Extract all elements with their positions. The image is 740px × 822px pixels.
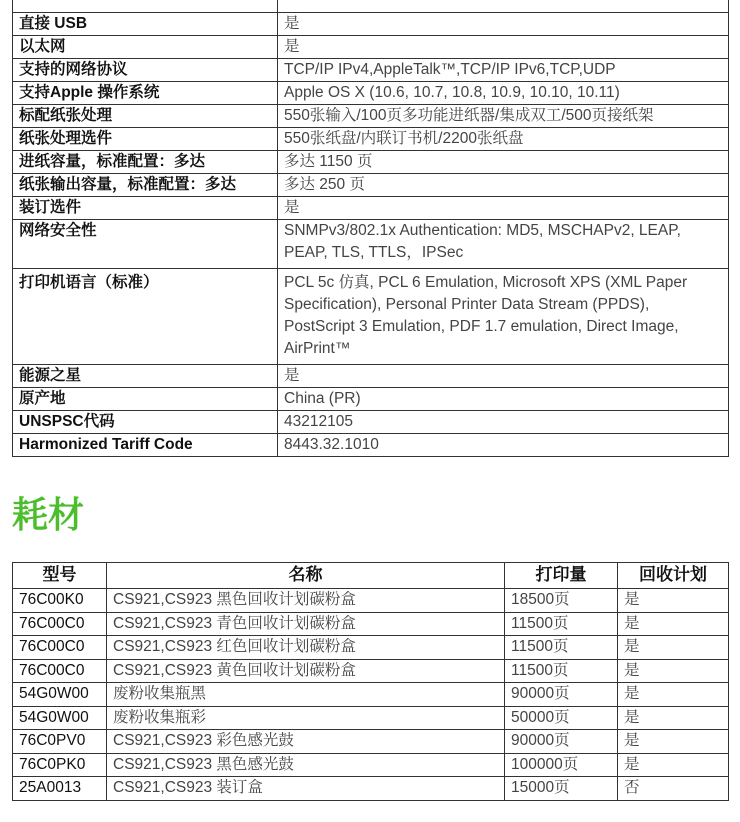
- cell-yield: 15000页: [505, 777, 618, 801]
- cell-recycling: 是: [618, 753, 729, 777]
- spec-row: [13, 434, 729, 457]
- spec-value: 是: [278, 197, 729, 220]
- spec-label: 支持Apple 操作系统: [13, 82, 278, 105]
- spec-label: 标配纸张处理: [13, 105, 278, 128]
- table-row: [13, 659, 729, 683]
- cell-recycling: 是: [618, 683, 729, 707]
- cell-model: 54G0W00: [13, 706, 107, 730]
- spec-row: [13, 151, 729, 174]
- spec-label: [13, 0, 278, 13]
- column-header-name: 名称: [107, 563, 505, 589]
- spec-value: 8443.32.1010: [278, 434, 729, 457]
- spec-row: [13, 197, 729, 220]
- spec-value: 是: [278, 13, 729, 36]
- spec-label: 纸张处理选件: [13, 128, 278, 151]
- cell-yield: 18500页: [505, 589, 618, 613]
- spec-value: 是: [278, 365, 729, 388]
- spec-value: 550张纸盘/内联订书机/2200张纸盘: [278, 128, 729, 151]
- spec-label: 支持的网络协议: [13, 59, 278, 82]
- spec-row: [13, 59, 729, 82]
- column-header-recycling: 回收计划: [618, 563, 729, 589]
- cell-name: CS921,CS923 黑色感光鼓: [107, 753, 505, 777]
- cell-yield: 50000页: [505, 706, 618, 730]
- spec-value: 多达 250 页: [278, 174, 729, 197]
- consumables-table: [12, 562, 729, 801]
- cell-name: CS921,CS923 青色回收计划碳粉盒: [107, 612, 505, 636]
- spec-value: PCL 5c 仿真, PCL 6 Emulation, Microsoft XPS (XML Paper Specification), Personal Printer Data Stream (PPDS), PostScript 3 Emulation, PDF 1.7 emulation, Direct Image, AirPrint™: [278, 269, 729, 365]
- spec-row: [13, 174, 729, 197]
- spec-row: [13, 82, 729, 105]
- spec-value: 是: [278, 36, 729, 59]
- cell-yield: 90000页: [505, 683, 618, 707]
- spec-label: 直接 USB: [13, 13, 278, 36]
- spec-value: 多达 1150 页: [278, 151, 729, 174]
- column-header-model: 型号: [13, 563, 107, 589]
- consumables-title: 耗材: [12, 495, 85, 536]
- cell-model: 54G0W00: [13, 683, 107, 707]
- cell-yield: 11500页: [505, 659, 618, 683]
- spec-label: 能源之星: [13, 365, 278, 388]
- spec-row: [13, 220, 729, 269]
- spec-row: [13, 13, 729, 36]
- cell-recycling: 是: [618, 612, 729, 636]
- spec-value: SNMPv3/802.1x Authentication: MD5, MSCHAPv2, LEAP, PEAP, TLS, TTLS，IPSec: [278, 220, 729, 269]
- spec-label: 网络安全性: [13, 220, 278, 269]
- spec-row: [13, 388, 729, 411]
- spec-value: 43212105: [278, 411, 729, 434]
- spec-row: [13, 0, 729, 13]
- spec-row: [13, 128, 729, 151]
- table-row: [13, 636, 729, 660]
- spec-label: 原产地: [13, 388, 278, 411]
- cell-model: 76C00C0: [13, 659, 107, 683]
- consumables-header-row: [13, 563, 729, 589]
- spec-value: [278, 0, 729, 13]
- cell-model: 76C00K0: [13, 589, 107, 613]
- spec-label: 纸张输出容量，标准配置：多达: [13, 174, 278, 197]
- table-row: [13, 612, 729, 636]
- spec-row: [13, 36, 729, 59]
- spec-label: UNSPSC代码: [13, 411, 278, 434]
- table-row: [13, 589, 729, 613]
- cell-model: 76C00C0: [13, 612, 107, 636]
- spec-value: China (PR): [278, 388, 729, 411]
- cell-recycling: 是: [618, 706, 729, 730]
- table-row: [13, 730, 729, 754]
- spec-row: [13, 411, 729, 434]
- cell-name: CS921,CS923 黑色回收计划碳粉盒: [107, 589, 505, 613]
- cell-recycling: 否: [618, 777, 729, 801]
- specs-table: [12, 0, 729, 457]
- cell-model: 76C0PK0: [13, 753, 107, 777]
- table-row: [13, 683, 729, 707]
- cell-yield: 100000页: [505, 753, 618, 777]
- spec-value: Apple OS X (10.6, 10.7, 10.8, 10.9, 10.10, 10.11): [278, 82, 729, 105]
- cell-name: CS921,CS923 装订盒: [107, 777, 505, 801]
- cell-yield: 90000页: [505, 730, 618, 754]
- spec-row: [13, 365, 729, 388]
- cell-recycling: 是: [618, 659, 729, 683]
- specs-table-wrapper: [12, 0, 729, 474]
- table-row: [13, 706, 729, 730]
- cell-name: CS921,CS923 黄色回收计划碳粉盒: [107, 659, 505, 683]
- cell-yield: 11500页: [505, 636, 618, 660]
- spec-label: 以太网: [13, 36, 278, 59]
- cell-name: CS921,CS923 彩色感光鼓: [107, 730, 505, 754]
- cell-recycling: 是: [618, 589, 729, 613]
- cell-recycling: 是: [618, 636, 729, 660]
- spec-label: 打印机语言（标准）: [13, 269, 278, 365]
- cell-model: 76C00C0: [13, 636, 107, 660]
- cell-recycling: 是: [618, 730, 729, 754]
- cell-model: 25A0013: [13, 777, 107, 801]
- cell-name: 废粉收集瓶彩: [107, 706, 505, 730]
- spec-label: 进纸容量，标准配置：多达: [13, 151, 278, 174]
- cell-yield: 11500页: [505, 612, 618, 636]
- cell-name: CS921,CS923 红色回收计划碳粉盒: [107, 636, 505, 660]
- spec-label: Harmonized Tariff Code: [13, 434, 278, 457]
- spec-label: 装订选件: [13, 197, 278, 220]
- cell-name: 废粉收集瓶黑: [107, 683, 505, 707]
- cell-model: 76C0PV0: [13, 730, 107, 754]
- table-row: [13, 777, 729, 801]
- spec-row: [13, 269, 729, 365]
- spec-value: TCP/IP IPv4,AppleTalk™,TCP/IP IPv6,TCP,UDP: [278, 59, 729, 82]
- spec-value: 550张输入/100页多功能进纸器/集成双工/500页接纸架: [278, 105, 729, 128]
- table-row: [13, 753, 729, 777]
- spec-row: [13, 105, 729, 128]
- column-header-yield: 打印量: [505, 563, 618, 589]
